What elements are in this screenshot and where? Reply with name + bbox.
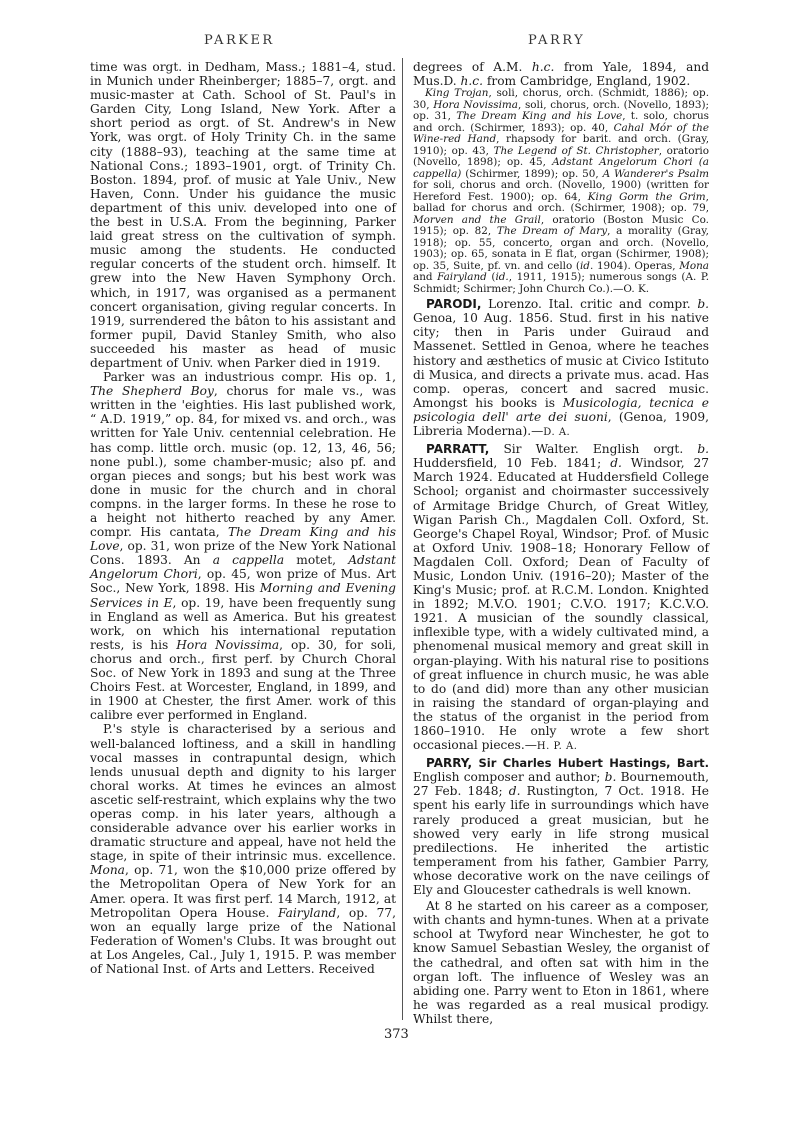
work-title: Hora Novissima — [176, 637, 280, 652]
running-head-left: PARKER — [204, 33, 275, 48]
entry-parry: PARRY, Sir Charles Hubert Hastings, Bart. English composer and author; b. Bournemouth, 27 Feb. 1848; d. Rustington, 7 Oct. 1918. He spent his early life in surroundings which have rarely produced a great musician, but he showed very early in life strong musical predilections. He inherited the artistic temperament from his father, Gambier Parry, whose decorative work on the nave ceilings of Ely and Gloucester cathedrals is well known. — [413, 756, 709, 898]
work-title: Fairyland — [278, 905, 337, 920]
parker-degrees: degrees of A.M. h.c. from Yale, 1894, and Mus.D. h.c. from Cambridge, England, 1902. — [413, 60, 709, 89]
contributor-signature: H. P. A. — [536, 741, 578, 753]
work-title: Mona — [90, 863, 125, 878]
running-head-right: PARRY — [528, 33, 586, 48]
entry-parratt: PARRATT, Sir Walter. English orgt. b. Huddersfield, 10 Feb. 1841; d. Windsor, 27 March 1924. Educated at Huddersfield College School; organist and choirmaster successively of Armitage Bridge Church, of Great Witley, Wigan Parish Ch., Magdalen Coll. Oxford, St. George's Chapel Royal, Windsor; Prof. of Music at Oxford Univ. 1908–18; Honorary Fellow of Magdalen Coll. Oxford; Dean of Faculty of Music, London Univ. (1916–20); Master of the King's Music; prof. at R.C.M. London. Knighted in 1892; M.V.O. 1901; C.V.O. 1917; K.C.V.O. 1921. A musician of the soundly classical, inflexible type, with a widely cultivated mind, a phenomenal musical memory and great skill in organ-playing. With his natural rise to positions of great influence in church music, he was able to do (and did) more than any other musician in raising the standard of organ-playing and the status of the organist in the period from 1860–1910. He only wrote a few short occasional pieces.—H. P. A. — [413, 442, 710, 753]
parker-paragraph-1: time was orgt. in Dedham, Mass.; 1881–4, stud. in Munich under Rheinberger; 1885–7, orgt. and music-master at Cath. School of St. Paul's in Garden City, Long Island, New York. After a short period as orgt. of St. Andrew's in New York, was orgt. of Holy Trinity Ch. in the same city (1888–93), teaching at the same time at National Cons.; 1893–1901, orgt. of Trinity Ch. Boston. 1894, prof. of music at Yale Univ., New Haven, Conn. Under his guidance the music department of this univ. developed into one of the best in U.S.A. From the beginning, Parker laid great stress on the cultivation of symph. music among the students. He conducted regular concerts of the student orch. himself. It grew into the New Haven Symphony Orch. which, in 1917, was organised as a permanent concert organisation, giving regular concerts. In 1919, surrendered the bâton to his assistant and former pupil, David Stanley Smith, who also succeeded his master as head of music department of Univ. when Parker died in 1919. — [90, 60, 396, 370]
entry-parodi: PARODI, Lorenzo. Ital. critic and compr. b. Genoa, 10 Aug. 1856. Stud. first in his native city; then in Paris under Guiraud and Massenet. Settled in Genoa, where he teaches history and æsthetics of music at Civico Istituto di Musica, and directs a private mus. acad. Has comp. operas, concert and sacred music. Amongst his books is Musicologia, tecnica e psicologia dell' arte dei suoni, (Genoa, 1909, Libreria Moderna).—D. A. — [413, 297, 710, 439]
work-title: The Shepherd Boy — [90, 384, 214, 399]
parker-works-list: King Trojan, soli, chorus, orch. (Schmidt, 1886); op. 30, Hora Novissima, soli, chorus, orch. (Novello, 1893); op. 31, The Dream King and his Love, t. solo, chorus and orch. (Schirmer, 1893); op. 40, Cahal Mór of the Wine-red Hand, rhapsody for barit. and orch. (Gray, 1910); op. 43, The Legend of St. Christopher, oratorio (Novello, 1898); op. 45, Adstant Angelorum Chori (a cappella) (Schirmer, 1899); op. 50, A Wanderer's Psalm for soli, chorus and orch. (Novello, 1900) (written for Hereford Fest. 1900); op. 64, King Gorm the Grim, ballad for chorus and orch. (Schirmer, 1908); op. 79, Morven and the Grail, oratorio (Boston Music Co. 1915); op. 82, The Dream of Mary, a morality (Gray, 1918); op. 55, concerto, organ and orch. (Novello, 1903); op. 65, sonata in E flat, organ (Schirmer, 1908); op. 35, Suite, pf. vn. and cello (id. 1904). Operas, Mona and Fairyland (id., 1911, 1915); numerous songs (A. P. Schmidt; Schirmer; John Church Co.).—O. K. — [413, 87, 710, 295]
page-number: 373 — [384, 1027, 409, 1042]
contributor-signature: D. A. — [543, 427, 571, 439]
column-divider — [402, 58, 403, 1020]
headword: PARRATT, — [426, 442, 490, 457]
parry-paragraph-2: At 8 he started on his career as a composer, with chants and hymn-tunes. When at a private school at Twyford near Winchester, he got to know Samuel Sebastian Wesley, the organist of the cathedral, and often sat with him in the organ loft. The influence of Wesley was an abiding one. Parry went to Eton in 1861, where he was regarded as a real musical prodigy. Whilst there, — [413, 899, 709, 1026]
headword: PARRY, — [426, 756, 473, 771]
left-column — [90, 60, 396, 976]
right-column — [413, 60, 709, 1026]
work-title: Musicologia, tecnica e psicologia dell' arte dei suoni — [413, 395, 709, 424]
parker-paragraph-2: Parker was an industrious compr. His op. 1, The Shepherd Boy, chorus for male vs., was written in the 'eighties. His last published work, “ A.D. 1919,” op. 84, for mixed vs. and orch., was written for Yale Univ. centennial celebration. He has comp. little orch. music (op. 12, 13, 46, 56; none publ.), some chamber-music; also pf. and organ pieces and songs; but his best work was done in music for the church and in choral compns. in the larger forms. In these he rose to a height not hitherto reached by any Amer. compr. His cantata, The Dream King and his Love, op. 31, won prize of the New York National Cons. 1893. An a cappella motet, Adstant Angelorum Chori, op. 45, won prize of Mus. Art Soc., New York, 1898. His Morning and Evening Services in E, op. 19, have been frequently sung in England as well as America. But his greatest work, on which his international reputation rests, is his Hora Novissima, op. 30, for soli, chorus and orch., first perf. by Church Choral Soc. of New York in 1893 and sung at the Three Choirs Fest. at Worcester, England, in 1899, and in 1900 at Chester, the first Amer. work of this calibre ever performed in England. — [90, 370, 396, 723]
work-title: Morning and Evening Services in E — [90, 581, 396, 610]
headword: PARODI, — [426, 297, 482, 312]
work-title: Adstant Angelorum Chori — [90, 553, 396, 582]
work-title: The Dream King and his Love — [90, 525, 396, 554]
parker-paragraph-3: P.'s style is characterised by a serious and well-balanced loftiness, and a skill in handling vocal masses in contrapuntal design, which lends unusual depth and dignity to his larger choral works. At times he evinces an almost ascetic self-restraint, which explains why the two operas comp. in his later years, although a considerable advance over his earlier works in dramatic structure and appeal, have not held the stage, in spite of their intrinsic mus. excellence. Mona, op. 71, won the $10,000 prize offered by the Metropolitan Opera of New York for an Amer. opera. It was first perf. 14 March, 1912, at Metropolitan Opera House. Fairyland, op. 77, won an equally large prize of the National Federation of Women's Clubs. It was brought out at Los Angeles, Cal., July 1, 1915. P. was member of National Inst. of Arts and Letters. Received — [90, 722, 396, 976]
